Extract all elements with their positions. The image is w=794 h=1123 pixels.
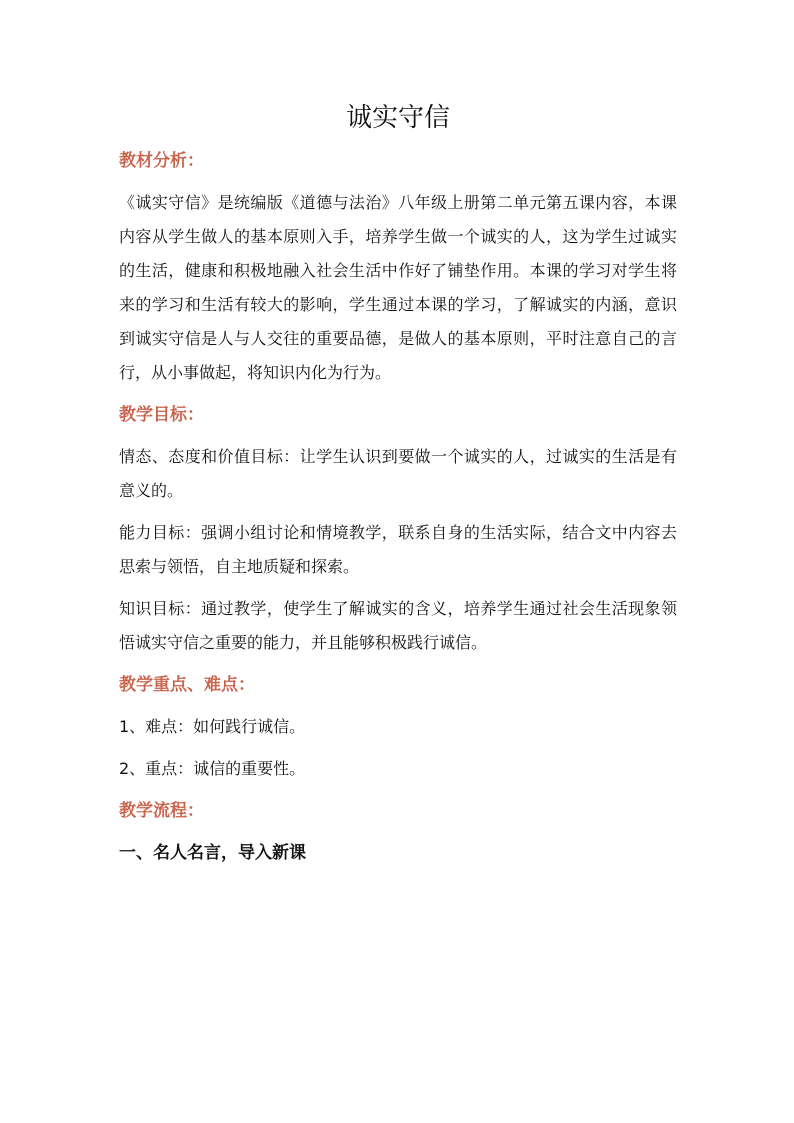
key-point-focus: 2、重点：诚信的重要性。 [119,759,306,778]
heading-teaching-objectives: 教学目标： [119,405,204,425]
document-content [119,96,677,870]
objective-ability: 能力目标：强调小组讨论和情境教学，联系自身的生活实际，结合文中内容去思索与领悟，自主地质疑和探索。 [119,523,677,576]
analysis-paragraph: 《诚实守信》是统编版《道德与法治》八年级上册第二单元第五课内容，本课内容从学生做人的基本原则入手，培养学生做一个诚实的人，这为学生过诚实的生活，健康和积极地融入社会生活中作好了铺垫作用。本课的学习对学生将来的学习和生活有较大的影响，学生通过本课的学习，了解诚实的内涵，意识到诚实守信是人与人交往的重要品德，是做人的基本原则，平时注意自己的言行，从小事做起，将知识内化为行为。 [119,193,677,382]
key-point-difficulty: 1、难点：如何践行诚信。 [119,717,306,736]
heading-teaching-process: 教学流程： [119,801,204,821]
document-title: 诚实守信 [345,103,450,133]
heading-textbook-analysis: 教材分析： [119,151,204,171]
objective-knowledge: 知识目标：通过教学，使学生了解诚实的含义，培养学生通过社会生活现象领悟诚实守信之重要的能力，并且能够积极践行诚信。 [119,599,677,652]
heading-key-points: 教学重点、难点： [119,675,255,695]
objective-emotion: 情态、态度和价值目标：让学生认识到要做一个诚实的人，过诚实的生活是有意义的。 [119,447,677,500]
process-step-1: 一、名人名言，导入新课 [119,843,306,863]
